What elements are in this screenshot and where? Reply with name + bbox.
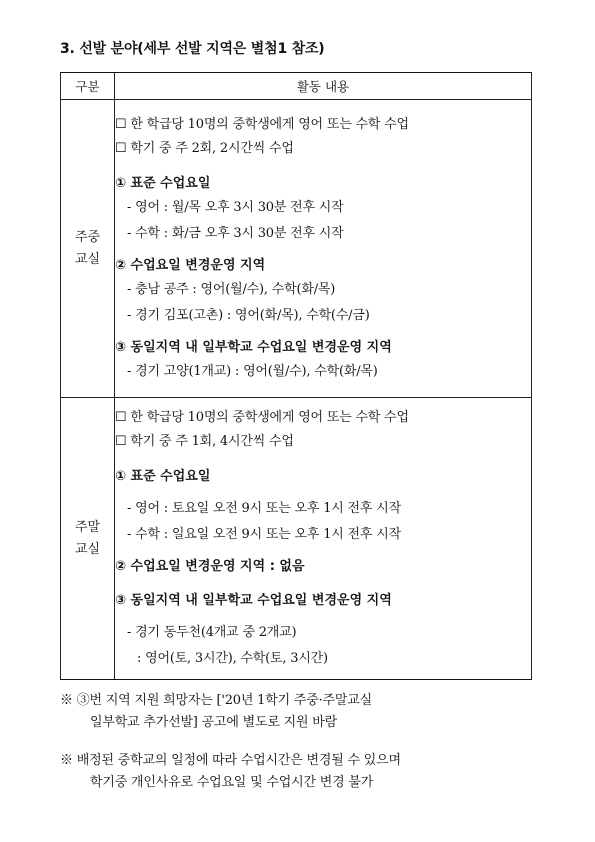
content-weekend xyxy=(115,398,532,680)
table-header-row xyxy=(61,73,532,100)
row-weekend-class xyxy=(61,398,532,680)
list-item: - 영어 : 월/목 오후 3시 30분 전후 시작 xyxy=(127,199,344,215)
list-item: - 경기 고양(1개교) : 영어(월/수), 수학(화/목) xyxy=(127,363,378,379)
content-weekday xyxy=(115,100,532,398)
section-heading: 3. 선발 분야(세부 선발 지역은 별첨1 참조) xyxy=(60,41,325,57)
intro-line: ☐ 한 학급당 10명의 중학생에게 영어 또는 수학 수업 xyxy=(115,116,409,132)
selection-field-table xyxy=(60,72,532,680)
subsection-title: ② 수업요일 변경운영 지역 : 없음 xyxy=(115,558,305,574)
list-item: - 충남 공주 : 영어(월/수), 수학(화/목) xyxy=(127,281,336,297)
category-weekend: 주말 교실 xyxy=(61,398,115,680)
intro-line: ☐ 학기 중 주 2회, 2시간씩 수업 xyxy=(115,140,294,156)
category-weekday: 주중 교실 xyxy=(61,100,115,398)
note-region-3: ※ ③번 지역 지원 희망자는 ['20년 1학기 주중·주말교실 일부학교 추가선발] 공고에 별도로 지원 바람 xyxy=(60,693,372,730)
intro-line: ☐ 학기 중 주 1회, 4시간씩 수업 xyxy=(115,433,294,449)
intro-line: ☐ 한 학급당 10명의 중학생에게 영어 또는 수학 수업 xyxy=(115,409,409,425)
list-item: - 수학 : 일요일 오전 9시 또는 오후 1시 전후 시작 xyxy=(127,526,401,542)
list-item: - 영어 : 토요일 오전 9시 또는 오후 1시 전후 시작 xyxy=(127,500,401,516)
header-content: 활동 내용 xyxy=(115,73,532,100)
subsection-title: ② 수업요일 변경운영 지역 xyxy=(115,257,266,273)
row-weekday-class xyxy=(61,100,532,398)
subsection-title: ① 표준 수업요일 xyxy=(115,175,211,191)
list-item-continuation: : 영어(토, 3시간), 수학(토, 3시간) xyxy=(137,650,328,666)
header-category: 구분 xyxy=(61,73,115,100)
note-schedule-change: ※ 배정된 중학교의 일정에 따라 수업시간은 변경될 수 있으며 학기중 개인사유로 수업요일 및 수업시간 변경 불가 xyxy=(60,753,401,790)
list-item: - 경기 동두천(4개교 중 2개교) xyxy=(127,624,297,640)
subsection-title: ③ 동일지역 내 일부학교 수업요일 변경운영 지역 xyxy=(115,339,392,355)
list-item: - 수학 : 화/금 오후 3시 30분 전후 시작 xyxy=(127,225,344,241)
subsection-title: ③ 동일지역 내 일부학교 수업요일 변경운영 지역 xyxy=(115,592,392,608)
subsection-title: ① 표준 수업요일 xyxy=(115,468,211,484)
list-item: - 경기 김포(고촌) : 영어(화/목), 수학(수/금) xyxy=(127,307,370,323)
